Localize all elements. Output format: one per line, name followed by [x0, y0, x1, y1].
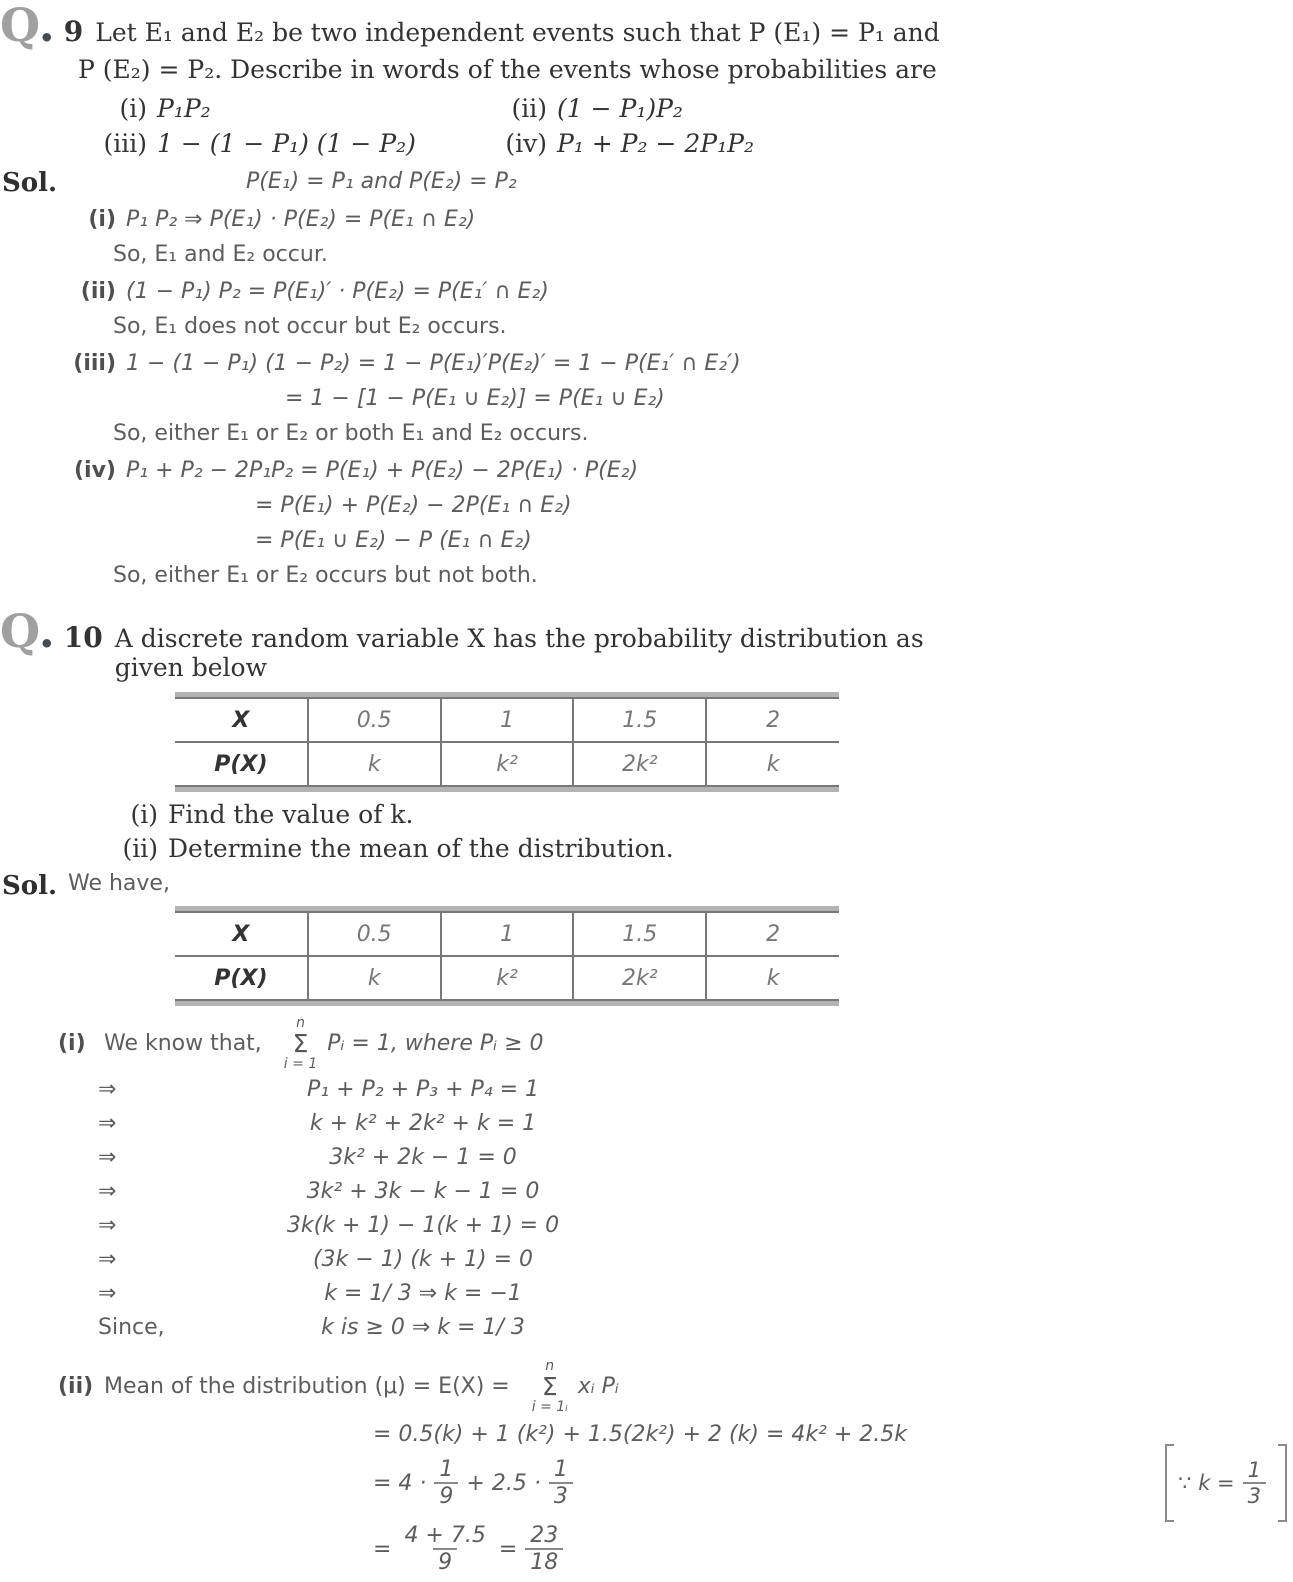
fraction [434, 1457, 458, 1510]
solution-9 [0, 168, 1000, 590]
step-continuation: = P(E₁ ∪ E₂) − P (E₁ ∩ E₂) [255, 528, 532, 553]
derivation-step [98, 1111, 1000, 1145]
question-10-parts [110, 800, 1000, 863]
part-lead-text: Mean of the distribution (μ) = E(X) = [104, 1374, 510, 1399]
option-label: (ii) [511, 94, 547, 123]
table-row-px [175, 742, 839, 786]
implies-arrow: ⇒ [98, 1145, 117, 1170]
table-cell: 1 [441, 698, 574, 742]
part-label: (i) [58, 1031, 86, 1056]
derivation-step [98, 1145, 1000, 1179]
question-9-number: 9 [63, 15, 84, 48]
table-cell: 2 [706, 698, 839, 742]
since-word: Since, [98, 1315, 165, 1340]
sigma-icon: Σ [292, 1029, 309, 1058]
question-10-marker: Q. [0, 604, 56, 658]
solution-9-step-iv [68, 457, 1000, 590]
derivation-expression: 3k² + 2k − 1 = 0 [329, 1145, 517, 1170]
question-9-line1: Let E₁ and E₂ be two independent events such that P (E₁) = P₁ and [95, 18, 940, 47]
table-cell: 2 [706, 912, 839, 956]
question-9 [0, 0, 1000, 158]
sum-expression: Pᵢ = 1, where Pᵢ ≥ 0 [327, 1031, 544, 1056]
step-label: (iv) [74, 458, 116, 483]
solution-10 [0, 871, 1261, 1582]
question-10-part-ii [110, 834, 1000, 863]
part-label: (ii) [122, 834, 158, 863]
implies-arrow: ⇒ [98, 1213, 117, 1238]
question-10-text: A discrete random variable X has the probability distribution as given below [114, 624, 924, 682]
question-marker-dot: . [38, 604, 56, 658]
table-cell: X [232, 707, 250, 733]
implies-arrow: ⇒ [98, 1281, 117, 1306]
fraction-denominator: 9 [433, 1548, 457, 1575]
step-expression: P₁ P₂ ⇒ P(E₁) · P(E₂) = P(E₁ ∩ E₂) [126, 207, 476, 232]
table-cell: 1.5 [573, 912, 706, 956]
question-10-part-i [110, 800, 1000, 829]
step-conclusion: So, E₁ does not occur but E₂ occurs. [113, 314, 507, 339]
derivation-step [98, 1077, 1000, 1111]
derivation-step [98, 1315, 1000, 1349]
step-conclusion: So, E₁ and E₂ occur. [113, 242, 328, 267]
derivation-expression: k + k² + 2k² + k = 1 [309, 1111, 537, 1136]
fraction [549, 1457, 573, 1510]
because-k-equals: ∵ k = [1178, 1471, 1235, 1495]
fraction [399, 1523, 490, 1576]
question-9-line2: P (E₂) = P₂. Describe in words of the events whose probabilities are [78, 55, 937, 84]
derivation-expression: 3k² + 3k − k − 1 = 0 [306, 1179, 540, 1204]
question-9-option-iv [495, 129, 1000, 158]
solution-9-label: Sol. [2, 168, 58, 198]
step-continuation: = 1 − [1 − P(E₁ ∪ E₂)] = P(E₁ ∪ E₂) [285, 386, 665, 411]
table-cell: 0.5 [308, 698, 441, 742]
summation-symbol [284, 1016, 317, 1071]
question-10 [0, 606, 1000, 863]
question-9-option-iii [95, 129, 495, 158]
step-expression: 1 − (1 − P₁) (1 − P₂) = 1 − P(E₁)′P(E₂)′ = 1 − P(E₁′ ∩ E₂′) [126, 351, 741, 376]
question-9-marker: Q. [0, 0, 56, 52]
solution-10-part-ii [58, 1358, 1261, 1582]
derivation-expression: (3k − 1) (k + 1) = 0 [312, 1247, 534, 1272]
right-bracket [1278, 1444, 1287, 1522]
mean-result-line [373, 1516, 1293, 1582]
option-expression: P₁ + P₂ − 2P₁P₂ [557, 129, 754, 158]
fraction-numerator: 1 [1247, 1457, 1261, 1482]
mean-expansion-line: = 0.5(k) + 1 (k²) + 1.5(2k²) + 2 (k) = 4k² + 2.5k [373, 1422, 908, 1447]
solution-9-step-ii [68, 278, 1000, 341]
step-expression: P₁ + P₂ − 2P₁P₂ = P(E₁) + P(E₂) − 2P(E₁) · P(E₂) [126, 458, 639, 483]
derivation-expression: P₁ + P₂ + P₃ + P₄ = 1 [306, 1077, 540, 1102]
table-cell: X [232, 921, 250, 947]
fraction-numerator: 23 [530, 1522, 559, 1548]
table-cell: 0.5 [308, 912, 441, 956]
equation-piece: + 2.5 · [466, 1470, 541, 1496]
part-lead-text: We know that, [104, 1031, 262, 1056]
step-expression: (1 − P₁) P₂ = P(E₁)′ · P(E₂) = P(E₁′ ∩ E₂) [126, 279, 549, 304]
solution-10-label: Sol. [2, 871, 58, 901]
table-cell: k² [441, 956, 574, 1000]
derivation-expression: k is ≥ 0 ⇒ k = 1/ 3 [321, 1315, 525, 1340]
fraction-numerator: 1 [439, 1456, 454, 1482]
table-cell: P(X) [175, 956, 308, 1000]
fraction-numerator: 1 [553, 1456, 568, 1482]
fraction-numerator: 4 + 7.5 [404, 1522, 486, 1548]
part-label: (ii) [58, 1374, 94, 1399]
option-label: (i) [119, 94, 147, 123]
summation-symbol [532, 1359, 568, 1414]
solution-9-given: P(E₁) = P₁ and P(E₂) = P₂ [246, 169, 517, 194]
fraction-denominator: 18 [525, 1548, 563, 1575]
part-text: Determine the mean of the distribution. [168, 834, 674, 863]
option-expression: P₁P₂ [157, 94, 211, 123]
sum-upper-limit: n [545, 1358, 555, 1374]
sum-expression: xᵢ Pᵢ [577, 1374, 619, 1399]
step-continuation: = P(E₁) + P(E₂) − 2P(E₁ ∩ E₂) [255, 493, 572, 518]
question-9-option-ii [495, 94, 1000, 123]
fraction-denominator: 3 [1243, 1482, 1266, 1508]
question-9-option-i [95, 94, 495, 123]
sum-upper-limit: n [296, 1015, 305, 1031]
derivation-expression: k = 1/ 3 ⇒ k = −1 [324, 1281, 522, 1306]
option-expression: 1 − (1 − P₁) (1 − P₂) [157, 129, 416, 158]
fraction [1243, 1458, 1266, 1508]
fraction-denominator: 3 [549, 1482, 573, 1509]
fraction [525, 1523, 563, 1576]
derivation-step [98, 1213, 1000, 1247]
fraction-denominator: 9 [434, 1482, 458, 1509]
side-note-k-value [1165, 1444, 1287, 1522]
step-conclusion: So, either E₁ or E₂ or both E₁ and E₂ occurs. [113, 421, 589, 446]
table-cell: P(X) [175, 742, 308, 786]
step-label: (i) [88, 207, 116, 232]
step-label: (iii) [73, 351, 116, 376]
table-cell: k [308, 742, 441, 786]
implies-arrow: ⇒ [98, 1179, 117, 1204]
part-label: (i) [130, 800, 158, 829]
probability-table-solution [175, 906, 839, 1006]
solution-9-step-i [68, 206, 1000, 269]
left-bracket [1165, 1444, 1174, 1522]
equation-piece: = [373, 1536, 392, 1562]
table-cell: 2k² [573, 742, 706, 786]
solution-9-step-iii [68, 350, 1000, 448]
table-cell: k [308, 956, 441, 1000]
sigma-icon: Σ [541, 1372, 558, 1401]
derivation-step [98, 1247, 1000, 1281]
table-cell: k² [441, 742, 574, 786]
question-10-number: 10 [63, 621, 103, 654]
table-row-x [175, 912, 839, 956]
sum-lower-limit: i = 1ᵢ [531, 1399, 568, 1415]
table-cell: 1.5 [573, 698, 706, 742]
implies-arrow: ⇒ [98, 1247, 117, 1272]
table-cell: 2k² [573, 956, 706, 1000]
probability-table-question [175, 692, 839, 792]
table-cell: k [706, 956, 839, 1000]
mean-substitution-line [373, 1450, 1293, 1516]
equation-piece: = 4 · [373, 1470, 427, 1496]
table-row-px [175, 956, 839, 1000]
table-cell: 1 [441, 912, 574, 956]
solution-10-part-i [58, 1016, 1000, 1349]
option-label: (iii) [103, 129, 147, 158]
implies-arrow: ⇒ [98, 1111, 117, 1136]
table-cell: k [706, 742, 839, 786]
table-row-x [175, 698, 839, 742]
derivation-step [98, 1281, 1000, 1315]
option-expression: (1 − P₁)P₂ [557, 94, 683, 123]
part-text: Find the value of k. [168, 800, 414, 829]
question-9-options [95, 94, 1000, 158]
solution-10-intro: We have, [68, 871, 170, 896]
derivation-steps [98, 1077, 1000, 1349]
option-label: (iv) [505, 129, 547, 158]
step-conclusion: So, either E₁ or E₂ occurs but not both. [113, 563, 538, 588]
implies-arrow: ⇒ [98, 1077, 117, 1102]
sum-lower-limit: i = 1 [283, 1056, 318, 1072]
derivation-expression: 3k(k + 1) − 1(k + 1) = 0 [286, 1213, 560, 1238]
question-marker-dot: . [38, 0, 56, 52]
derivation-step [98, 1179, 1000, 1213]
equation-piece: = [498, 1536, 518, 1562]
step-label: (ii) [80, 279, 116, 304]
